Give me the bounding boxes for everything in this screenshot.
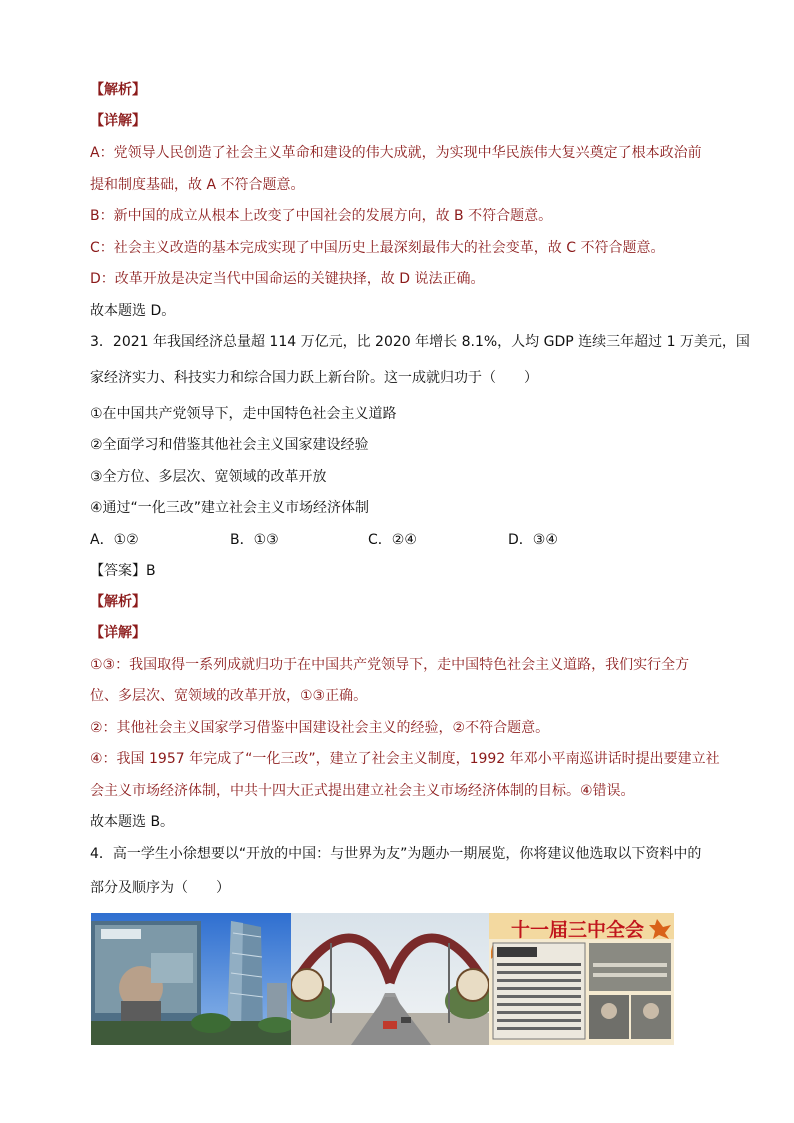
explanation-line: ①③：我国取得一系列成就归功于在中国共产党领导下，走中国特色社会主义道路，我们实行全方 [90,657,690,673]
explanation-line: ②：其他社会主义国家学习借鉴中国建设社会主义的经验，②不符合题意。 [90,720,550,736]
option-d: D．③④ [508,532,558,548]
explanation-line: ④：我国 1957 年完成了“一化三改”，建立了社会主义制度，1992 年邓小平南巡讲话时提出要建立社 [90,751,720,767]
question-stem: 3．2021 年我国经济总量超 114 万亿元，比 2020 年增长 8.1%，人均 GDP 连续三年超过 1 万美元，国 [90,334,750,350]
question-stem: 4．高一学生小徐想要以“开放的中国：与世界为友”为题办一期展览，你将建议他选取以下资料中的 [90,846,702,862]
option-c: C．②④ [368,532,417,548]
explanation-line: 会主义市场经济体制，中共十四大正式提出建立社会主义市场经济体制的目标。④错误。 [90,783,635,799]
question-item: ①在中国共产党领导下，走中国特色社会主义道路 [90,406,397,422]
question-stem: 部分及顺序为（ ） [90,880,230,896]
answer-text: 【答案】B [90,563,156,579]
conclusion-text: 故本题选 D。 [90,303,176,319]
option-a: A．①② [90,532,139,548]
analysis-label: 【解析】 [90,82,146,98]
explanation-line: C：社会主义改造的基本完成实现了中国历史上最深刻最伟大的社会变革，故 C 不符合题意。 [90,240,665,256]
photo-title: 十一届三中全会 [511,919,645,941]
detail-label: 【详解】 [90,625,146,641]
question-item: ③全方位、多层次、宽领域的改革开放 [90,469,327,485]
conclusion-text: 故本题选 B。 [90,814,175,830]
question-item: ④通过“一化三改”建立社会主义市场经济体制 [90,500,370,516]
question-item: ②全面学习和借鉴其他社会主义国家建设经验 [90,437,369,453]
shenzhen-billboard-photo [91,913,291,1045]
third-plenary-session-photo [489,913,674,1045]
explanation-line: A：党领导人民创造了社会主义革命和建设的伟大成就，为实现中华民族伟大复兴奠定了根本政治前 [90,145,702,161]
explanation-line: D：改革开放是决定当代中国命运的关键抉择，故 D 说法正确。 [90,271,485,287]
analysis-label: 【解析】 [90,594,146,610]
question-stem: 家经济实力、科技实力和综合国力跃上新台阶。这一成就归功于（ ） [90,370,538,386]
explanation-line: 提和制度基础，故 A 不符合题意。 [90,177,305,193]
explanation-line: 位、多层次、宽领域的改革开放，①③正确。 [90,688,368,704]
explanation-line: B：新中国的成立从根本上改变了中国社会的发展方向，故 B 不符合题意。 [90,208,553,224]
option-b: B．①③ [230,532,279,548]
shanghai-ftz-arch-photo [291,913,489,1045]
detail-label: 【详解】 [90,113,146,129]
